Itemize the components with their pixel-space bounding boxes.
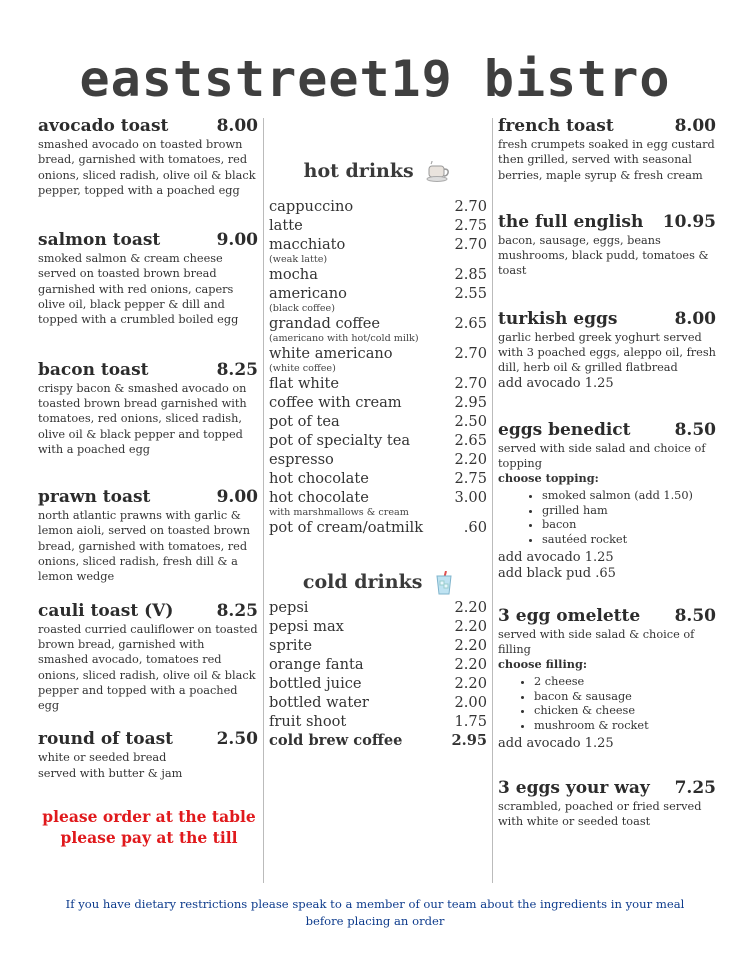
drink-note: (black coffee)	[269, 303, 335, 314]
cold-drinks-list	[269, 598, 487, 750]
item-addon: add black pud .65	[498, 565, 616, 581]
item-price: 8.25	[216, 600, 258, 621]
menu-item-round-of-toast	[38, 729, 258, 781]
drink-name: hot chocolate	[269, 489, 369, 506]
drink-name: macchiato	[269, 236, 346, 253]
column-divider-left	[263, 118, 264, 883]
drink-price: 2.65	[454, 432, 487, 449]
list-item: • bacon	[542, 518, 716, 533]
drink-name: sprite	[269, 637, 312, 654]
drink-price: 2.50	[454, 413, 487, 430]
item-price: 8.50	[674, 605, 716, 626]
item-price: 9.00	[216, 230, 258, 251]
drink-name: flat white	[269, 375, 339, 392]
drink-price: 2.70	[454, 375, 487, 392]
menu-item-avocado-toast	[38, 116, 258, 198]
drink-row	[269, 674, 487, 693]
drink-name: fruit shoot	[269, 713, 347, 730]
coffee-cup-icon	[426, 161, 452, 183]
item-name: 3 egg omelette	[498, 605, 641, 626]
choose-label: choose topping:	[498, 471, 599, 486]
menu-item-eggs-benedict	[498, 420, 716, 582]
menu-item-french-toast	[498, 116, 716, 183]
drink-name: espresso	[269, 451, 334, 468]
drink-row	[269, 235, 487, 254]
drink-price: 2.20	[454, 618, 487, 635]
drink-price: 1.75	[454, 713, 487, 730]
drink-price: 2.20	[454, 637, 487, 654]
item-price: 8.00	[216, 116, 258, 136]
item-description: served with side salad & choice of filling	[498, 627, 695, 656]
list-item: • smoked salmon (add 1.50)	[542, 489, 716, 504]
drink-price: 2.20	[454, 599, 487, 616]
drink-price: 2.75	[454, 217, 487, 234]
item-description: scrambled, poached or fried served with white or seeded toast	[498, 799, 702, 828]
topping-options	[498, 489, 716, 547]
drink-row	[269, 655, 487, 674]
item-description: bacon, sausage, eggs, beans mushrooms, black pudd, tomatoes & toast	[498, 233, 709, 278]
item-price: 8.00	[674, 116, 716, 136]
drink-note: (americano with hot/cold milk)	[269, 333, 419, 344]
toast-column	[38, 116, 258, 811]
menu-item-cauli-toast	[38, 601, 258, 714]
drink-name: bottled juice	[269, 675, 362, 692]
drink-price: 2.70	[454, 236, 487, 253]
hot-drinks-list	[269, 197, 487, 537]
item-description: fresh crumpets soaked in egg custard then grilled, served with seasonal berries, maple syrup & fresh cream	[498, 138, 715, 182]
drink-name: grandad coffee	[269, 315, 381, 332]
drink-note: (white coffee)	[269, 363, 336, 374]
drink-name: pot of specialty tea	[269, 432, 411, 449]
item-name: prawn toast	[38, 487, 151, 508]
item-name: french toast	[498, 116, 614, 136]
item-name: eggs benedict	[498, 419, 631, 440]
item-description: crispy bacon & smashed avocado on toasted brown bread garnished with tomatoes, red onions, sliced radish, olive oil & black pepper and topped with a poached egg	[38, 381, 247, 456]
menu-item-bacon-toast	[38, 360, 258, 457]
drink-price: 2.55	[454, 285, 487, 302]
order-notice	[36, 806, 262, 848]
drink-note: (weak latte)	[269, 254, 328, 265]
item-name: turkish eggs	[498, 308, 618, 329]
footer-line2: before placing an order	[305, 914, 445, 928]
eggs-column	[498, 116, 716, 859]
drink-row	[269, 617, 487, 636]
menu-item-egg-omelette	[498, 606, 716, 752]
item-name: the full english	[498, 211, 644, 232]
drink-price: 2.75	[454, 470, 487, 487]
list-item: • mushroom & rocket	[534, 719, 716, 734]
menu-item-turkish-eggs	[498, 309, 716, 392]
drink-name: cappuccino	[269, 198, 354, 215]
item-name: bacon toast	[38, 359, 149, 380]
drink-price: 3.00	[454, 489, 487, 506]
drink-price: 2.85	[454, 266, 487, 283]
drink-name: white americano	[269, 345, 393, 362]
drink-price: 2.95	[454, 394, 487, 411]
drink-price: 2.70	[454, 198, 487, 215]
item-name: salmon toast	[38, 230, 161, 251]
drink-price: 2.20	[454, 675, 487, 692]
list-item: • bacon & sausage	[534, 690, 716, 705]
drink-name: mocha	[269, 266, 318, 283]
drink-row	[269, 693, 487, 712]
item-price: 7.25	[674, 777, 716, 798]
drink-row	[269, 284, 487, 303]
list-item: • chicken & cheese	[534, 704, 716, 719]
drink-name: pot of cream/oatmilk	[269, 519, 424, 536]
drink-name: coffee with cream	[269, 394, 402, 411]
drink-name: americano	[269, 285, 347, 302]
menu-item-salmon-toast	[38, 230, 258, 327]
item-description: garlic herbed greek yoghurt served with 3 poached eggs, aleppo oil, fresh dill, herb oil & grilled flatbread	[498, 330, 716, 375]
drink-name: orange fanta	[269, 656, 364, 673]
menu-item-prawn-toast	[38, 487, 258, 584]
item-price: 2.50	[216, 729, 258, 750]
drink-note: with marshmallows & cream	[269, 507, 409, 518]
drink-price: 2.95	[451, 732, 487, 749]
page-title: eaststreet19 bistro	[79, 50, 671, 108]
drink-row	[269, 374, 487, 393]
item-description: smashed avocado on toasted brown bread, garnished with tomatoes, red onions, sliced radish, olive oil & black pepper, topped with a poached egg	[38, 138, 256, 197]
item-description: north atlantic prawns with garlic & lemon aioli, served on toasted brown bread, garnished with tomatoes, red onions, sliced radish, fresh dill & a lemon wedge	[38, 509, 250, 584]
order-notice-line2: please pay at the till	[60, 828, 238, 847]
filling-options	[498, 675, 716, 733]
drink-row	[269, 412, 487, 431]
drink-row	[269, 393, 487, 412]
item-description: served with side salad and choice of topping	[498, 441, 706, 470]
drink-name: pepsi max	[269, 618, 344, 635]
item-addon: add avocado 1.25	[498, 735, 614, 751]
item-price: 8.25	[216, 359, 258, 380]
drink-name: latte	[269, 217, 303, 234]
hot-drinks-heading	[269, 160, 487, 183]
footer-line1: If you have dietary restrictions please speak to a member of our team about the ingredients in your meal	[65, 897, 685, 911]
cold-drinks-title: cold drinks	[302, 571, 423, 593]
drink-name: pepsi	[269, 599, 309, 616]
drink-row	[269, 197, 487, 216]
drink-row	[269, 344, 487, 363]
column-divider-right	[492, 118, 493, 883]
drink-row	[269, 636, 487, 655]
hot-drinks-title: hot drinks	[303, 160, 414, 182]
drink-price: 2.00	[454, 694, 487, 711]
item-name: avocado toast	[38, 116, 169, 136]
drink-row	[269, 731, 487, 750]
drink-row	[269, 265, 487, 284]
drink-price: 2.65	[454, 315, 487, 332]
order-notice-line1: please order at the table	[42, 807, 256, 826]
item-price: 10.95	[662, 211, 716, 232]
item-addon: add avocado 1.25	[498, 375, 614, 391]
list-item: • sautéed rocket	[542, 533, 716, 548]
item-name: 3 eggs your way	[498, 777, 650, 798]
item-name: cauli toast (V)	[38, 600, 174, 621]
drink-price: 2.20	[454, 451, 487, 468]
drink-name: pot of tea	[269, 413, 340, 430]
drink-row	[269, 314, 487, 333]
choose-label: choose filling:	[498, 657, 588, 672]
drink-row	[269, 450, 487, 469]
drink-row	[269, 431, 487, 450]
dietary-footer	[20, 896, 730, 930]
drink-price: 2.70	[454, 345, 487, 362]
list-item: • grilled ham	[542, 504, 716, 519]
drink-row	[269, 216, 487, 235]
menu-item-full-english	[498, 212, 716, 279]
cold-drinks-heading	[269, 571, 487, 595]
item-description: white or seeded bread served with butter & jam	[38, 751, 183, 780]
iced-drink-icon	[435, 571, 453, 595]
item-addon: add avocado 1.25	[498, 549, 614, 565]
drink-row	[269, 488, 487, 507]
drink-name: cold brew coffee	[269, 732, 403, 749]
drink-row	[269, 598, 487, 617]
drink-price: 2.20	[454, 656, 487, 673]
drink-name: hot chocolate	[269, 470, 369, 487]
item-price: 8.00	[674, 308, 716, 329]
item-description: roasted curried cauliflower on toasted brown bread, garnished with smashed avocado, tomatoes red onions, sliced radish, olive oil & black pepper and topped with a poached egg	[38, 622, 258, 713]
item-description: smoked salmon & cream cheese served on toasted brown bread garnished with red onions, capers olive oil, black pepper & dill and topped with a crumbled boiled egg	[38, 252, 239, 327]
item-price: 9.00	[216, 487, 258, 508]
menu-item-eggs-your-way	[498, 778, 716, 830]
item-price: 8.50	[674, 419, 716, 440]
drink-name: bottled water	[269, 694, 369, 711]
drink-row	[269, 712, 487, 731]
drink-row	[269, 469, 487, 488]
item-name: round of toast	[38, 729, 174, 750]
drinks-column	[269, 160, 487, 750]
list-item: • 2 cheese	[534, 675, 716, 690]
drink-row	[269, 518, 487, 537]
drink-price: .60	[463, 519, 487, 536]
